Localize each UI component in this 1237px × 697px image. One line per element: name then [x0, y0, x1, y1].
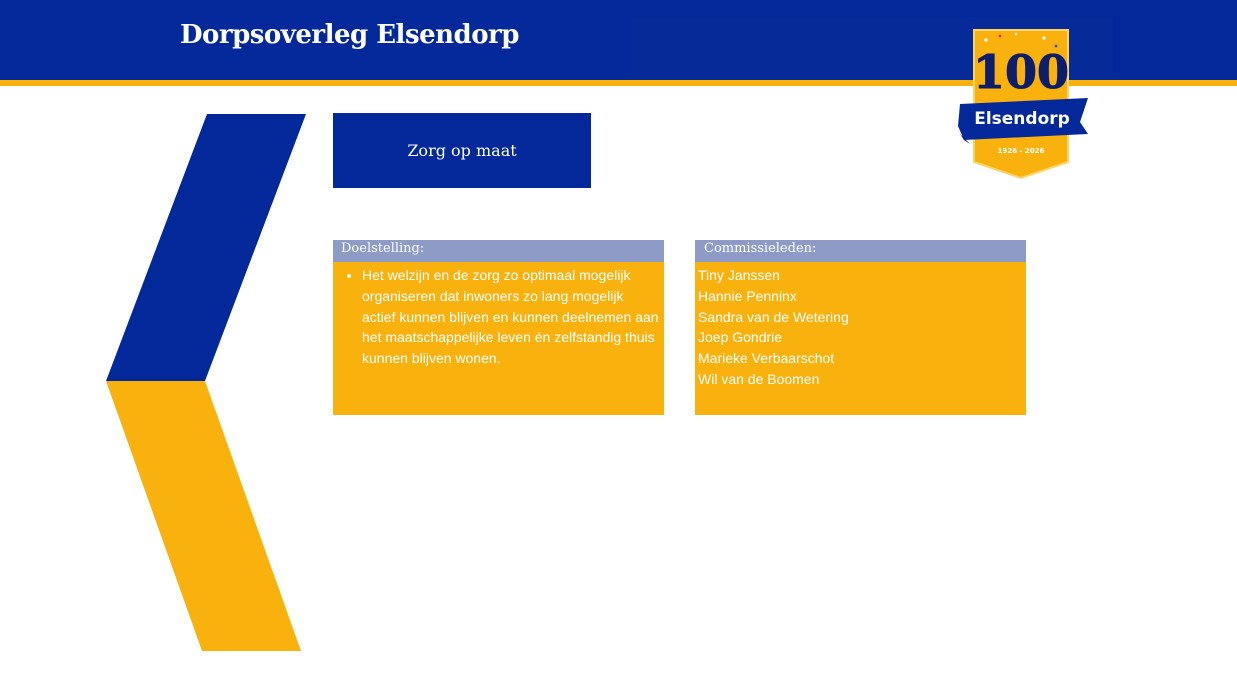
member-item: Joep Gondrie — [698, 329, 783, 346]
goal-list — [333, 265, 664, 369]
member-item: Tiny Janssen — [698, 267, 780, 283]
goal-item: • Het welzijn en de zorg zo optimaal mogelijk organiseren dat inwoners zo lang mogelijk actief kunnen blijven en kunnen deelnemen aan het maatschappelijke leven én zelfstandig thuis kunnen blijven wonen. — [362, 265, 660, 369]
member-list — [695, 265, 1026, 390]
goal-card-heading: Doelstelling: — [333, 240, 664, 262]
goal-card — [333, 240, 664, 415]
anniversary-logo — [956, 26, 1092, 180]
section-title: Zorg op maat — [407, 141, 517, 160]
page-title: Dorpsoverleg Elsendorp — [180, 20, 519, 50]
section-title-box — [333, 113, 591, 188]
member-item: Sandra van de Wetering — [698, 308, 849, 325]
members-card-heading: Commissieleden: — [695, 240, 1026, 262]
logo-name: Elsendorp — [974, 109, 1070, 129]
member-item: Marieke Verbaarschot — [698, 350, 835, 367]
logo-number: 100 — [972, 45, 1070, 99]
members-card — [695, 240, 1026, 415]
logo-years: 1926 - 2026 — [997, 147, 1045, 155]
chevron-yellow-arm — [106, 381, 301, 651]
chevron-decoration — [0, 0, 320, 697]
chevron-blue-arm — [106, 114, 306, 381]
member-item: Wil van de Boomen — [698, 370, 820, 387]
member-item: Hannie Penninx — [698, 287, 797, 304]
